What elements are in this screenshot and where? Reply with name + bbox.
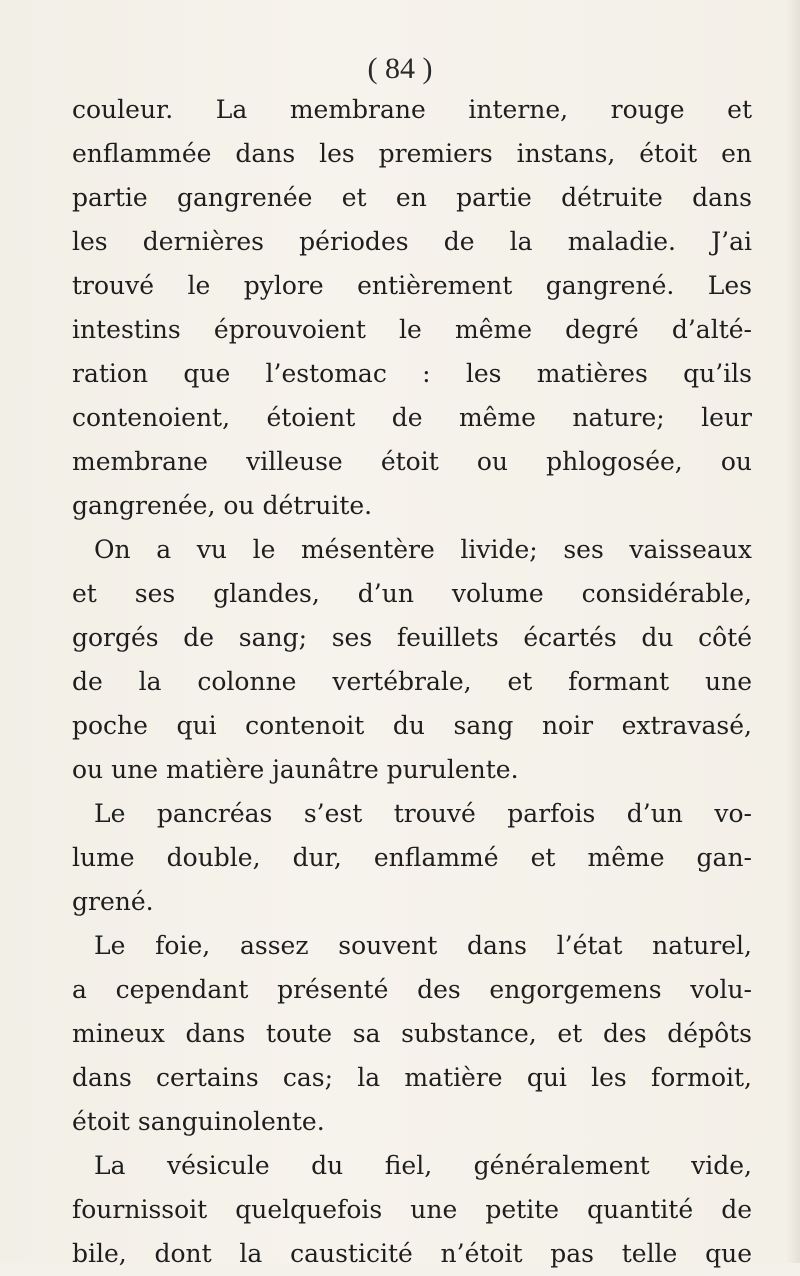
text-line: partie gangrenée et en partie détruite dans [72, 183, 752, 212]
text-line: gangrenée, ou détruite. [72, 491, 373, 520]
text-line: ou une matière jaunâtre purulente. [72, 755, 519, 784]
text-line: de la colonne vertébrale, et formant une [72, 667, 752, 696]
text-line: Le pancréas s’est trouvé parfois d’un vo- [94, 799, 752, 828]
text-line: ration que l’estomac : les matières qu’ils [72, 359, 752, 388]
text-line: membrane villeuse étoit ou phlogosée, ou [72, 447, 752, 476]
text-line: gorgés de sang; ses feuillets écartés du côté [72, 623, 752, 652]
text-line: enflammée dans les premiers instans, étoit en [72, 139, 752, 168]
text-line: et ses glandes, d’un volume considérable, [72, 579, 752, 608]
text-line: trouvé le pylore entièrement gangrené. Les [72, 271, 752, 300]
text-line: les dernières périodes de la maladie. J’ai [72, 227, 752, 256]
text-line: lume double, dur, enflammé et même gan- [72, 843, 752, 872]
page-number: ( 84 ) [367, 52, 433, 85]
text-line: Le foie, assez souvent dans l’état naturel, [94, 931, 752, 960]
text-line: a cependant présenté des engorgemens volu- [72, 975, 752, 1004]
text-line: étoit sanguinolente. [72, 1107, 325, 1136]
text-line: contenoient, étoient de même nature; leur [72, 403, 752, 432]
text-line: couleur. La membrane interne, rouge et [72, 95, 752, 124]
text-line: poche qui contenoit du sang noir extravasé, [72, 711, 752, 740]
text-line: fournissoit quelquefois une petite quantité de [72, 1195, 752, 1224]
text-line: grené. [72, 887, 154, 916]
text-line: On a vu le mésentère livide; ses vaisseaux [94, 535, 752, 564]
text-line: La vésicule du fiel, généralement vide, [94, 1151, 752, 1180]
text-line: mineux dans toute sa substance, et des dépôts [72, 1019, 752, 1048]
text-line: dans certains cas; la matière qui les formoit, [72, 1063, 752, 1092]
text-line: intestins éprouvoient le même degré d’alté- [72, 315, 752, 344]
page-body-text [72, 88, 752, 1276]
page-edge-shadow [786, 0, 800, 1263]
text-line: bile, dont la causticité n’étoit pas telle que [72, 1239, 752, 1268]
